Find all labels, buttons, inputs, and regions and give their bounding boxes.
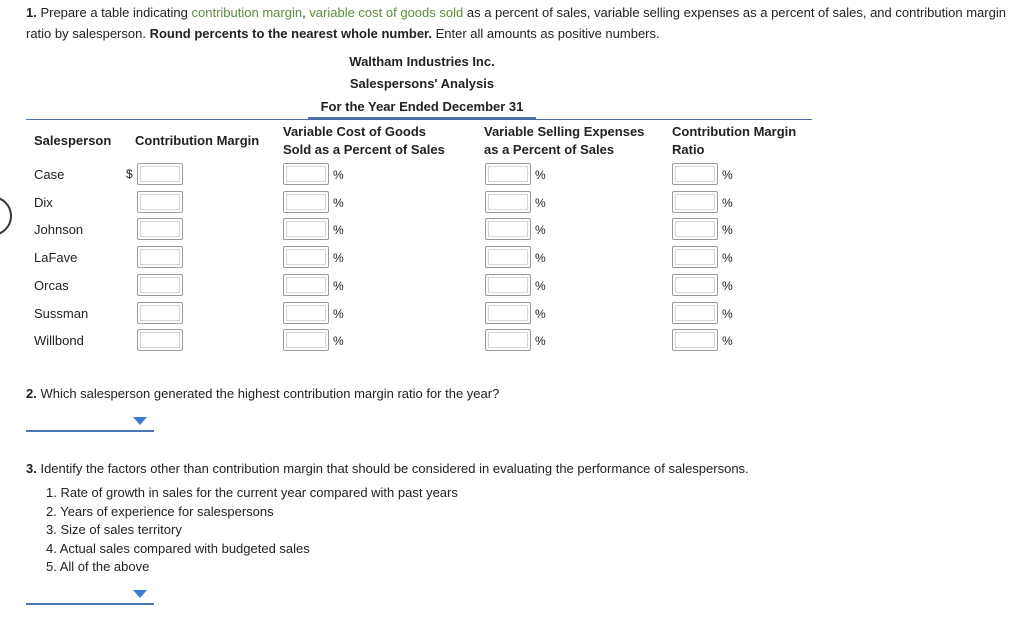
percent-symbol: %: [333, 196, 344, 210]
header-variable-cost-line1: Variable Cost of Goods: [283, 124, 427, 139]
question-3: [26, 458, 749, 479]
header-contribution-margin: Contribution Margin: [135, 133, 260, 148]
row-label: Sussman: [34, 306, 89, 321]
report-period: For the Year Ended December 31: [320, 99, 524, 114]
question-2-text: Which salesperson generated the highest contribution margin ratio for the year?: [36, 386, 500, 401]
chevron-down-icon: [133, 590, 147, 598]
contribution-margin-input[interactable]: [137, 191, 183, 213]
variable-selling-percent-input[interactable]: [485, 246, 531, 268]
cm-ratio-input[interactable]: [672, 163, 718, 185]
cm-ratio-input[interactable]: [672, 246, 718, 268]
header-variable-cost: [283, 123, 445, 159]
percent-symbol: %: [333, 168, 344, 182]
contribution-margin-link[interactable]: contribution margin: [191, 5, 303, 20]
variable-selling-percent-input[interactable]: [485, 302, 531, 324]
question-1-comma: ,: [302, 5, 310, 20]
variable-cost-percent-input[interactable]: [283, 218, 329, 240]
chevron-down-icon: [133, 417, 147, 425]
percent-symbol: %: [722, 168, 733, 182]
report-name: Salespersons' Analysis: [349, 76, 495, 91]
factor-option: 1. Rate of growth in sales for the current year compared with past years: [46, 485, 458, 500]
question-1-text-a: Prepare a table indicating: [36, 5, 192, 20]
variable-cost-percent-input[interactable]: [283, 329, 329, 351]
percent-symbol: %: [535, 196, 546, 210]
percent-symbol: %: [535, 334, 546, 348]
header-cm-ratio: [672, 123, 796, 159]
contribution-margin-input[interactable]: [137, 163, 183, 185]
highest-cm-ratio-dropdown[interactable]: [26, 412, 156, 434]
header-cm-ratio-line1: Contribution Margin: [672, 124, 797, 139]
factor-option: 4. Actual sales compared with budgeted sales: [46, 540, 310, 556]
factor-option: 2. Years of experience for salespersons: [46, 503, 274, 519]
variable-cost-percent-input[interactable]: [283, 274, 329, 296]
cm-ratio-input[interactable]: [672, 302, 718, 324]
percent-symbol: %: [535, 279, 546, 293]
row-label: Willbond: [34, 333, 84, 348]
percent-symbol: %: [722, 196, 733, 210]
question-1: [26, 2, 1006, 44]
rounding-instruction: Round percents to the nearest whole number.: [149, 26, 433, 41]
cm-ratio-input[interactable]: [672, 274, 718, 296]
variable-selling-percent-input[interactable]: [485, 191, 531, 213]
header-salesperson: Salesperson: [34, 133, 112, 148]
header-variable-selling-line2: as a Percent of Sales: [484, 142, 615, 157]
header-variable-cost-line2: Sold as a Percent of Sales: [283, 142, 445, 157]
row-label: LaFave: [34, 250, 78, 265]
question-2: [26, 383, 499, 404]
percent-symbol: %: [722, 279, 733, 293]
percent-symbol: %: [535, 223, 546, 237]
percent-symbol: %: [333, 279, 344, 293]
row-label: Johnson: [34, 222, 84, 237]
variable-cost-percent-input[interactable]: [283, 246, 329, 268]
question-1-text-c: Enter all amounts as positive numbers.: [432, 26, 660, 41]
factor-option: 3. Size of sales territory: [46, 522, 182, 537]
variable-selling-percent-input[interactable]: [485, 329, 531, 351]
currency-symbol: $: [126, 167, 133, 181]
variable-cost-percent-input[interactable]: [283, 163, 329, 185]
factors-dropdown[interactable]: [26, 586, 156, 608]
contribution-margin-input[interactable]: [137, 302, 183, 324]
percent-symbol: %: [333, 251, 344, 265]
percent-symbol: %: [722, 223, 733, 237]
dropdown-underline: [26, 430, 154, 432]
contribution-margin-input[interactable]: [137, 329, 183, 351]
row-label: Dix: [34, 195, 53, 210]
contribution-margin-input[interactable]: [137, 218, 183, 240]
dropdown-underline: [26, 603, 154, 605]
question-3-number: 3.: [26, 461, 37, 476]
percent-symbol: %: [535, 168, 546, 182]
cm-ratio-input[interactable]: [672, 218, 718, 240]
contribution-margin-input[interactable]: [137, 246, 183, 268]
cm-ratio-input[interactable]: [672, 191, 718, 213]
variable-selling-percent-input[interactable]: [485, 218, 531, 240]
row-label: Case: [34, 167, 65, 182]
variable-selling-percent-input[interactable]: [485, 163, 531, 185]
contribution-margin-input[interactable]: [137, 274, 183, 296]
percent-symbol: %: [333, 223, 344, 237]
company-name: Waltham Industries Inc.: [349, 54, 495, 69]
percent-symbol: %: [535, 251, 546, 265]
percent-symbol: %: [333, 334, 344, 348]
header-variable-selling-line1: Variable Selling Expenses: [484, 124, 645, 139]
variable-selling-percent-input[interactable]: [485, 274, 531, 296]
variable-cost-percent-input[interactable]: [283, 302, 329, 324]
percent-symbol: %: [333, 307, 344, 321]
factor-option: 5. All of the above: [46, 559, 150, 574]
percent-symbol: %: [535, 307, 546, 321]
row-label: Orcas: [34, 278, 69, 293]
table-top-divider: [26, 119, 812, 120]
percent-symbol: %: [722, 307, 733, 321]
header-variable-selling: [484, 123, 644, 159]
percent-symbol: %: [722, 251, 733, 265]
question-1-text-b: as a percent of sales, variable selling expenses as a percent of sales, and contribution margin ratio by salesperson.: [26, 5, 1006, 41]
variable-cost-link[interactable]: variable cost of goods sold: [309, 5, 464, 20]
question-3-text: Identify the factors other than contribution margin that should be considered in evaluating the performance of salespersons.: [36, 461, 749, 476]
header-cm-ratio-line2: Ratio: [672, 142, 705, 157]
question-1-number: 1.: [26, 5, 37, 20]
cm-ratio-input[interactable]: [672, 329, 718, 351]
variable-cost-percent-input[interactable]: [283, 191, 329, 213]
percent-symbol: %: [722, 334, 733, 348]
question-2-number: 2.: [26, 386, 37, 401]
partial-circle-icon: [0, 196, 12, 236]
